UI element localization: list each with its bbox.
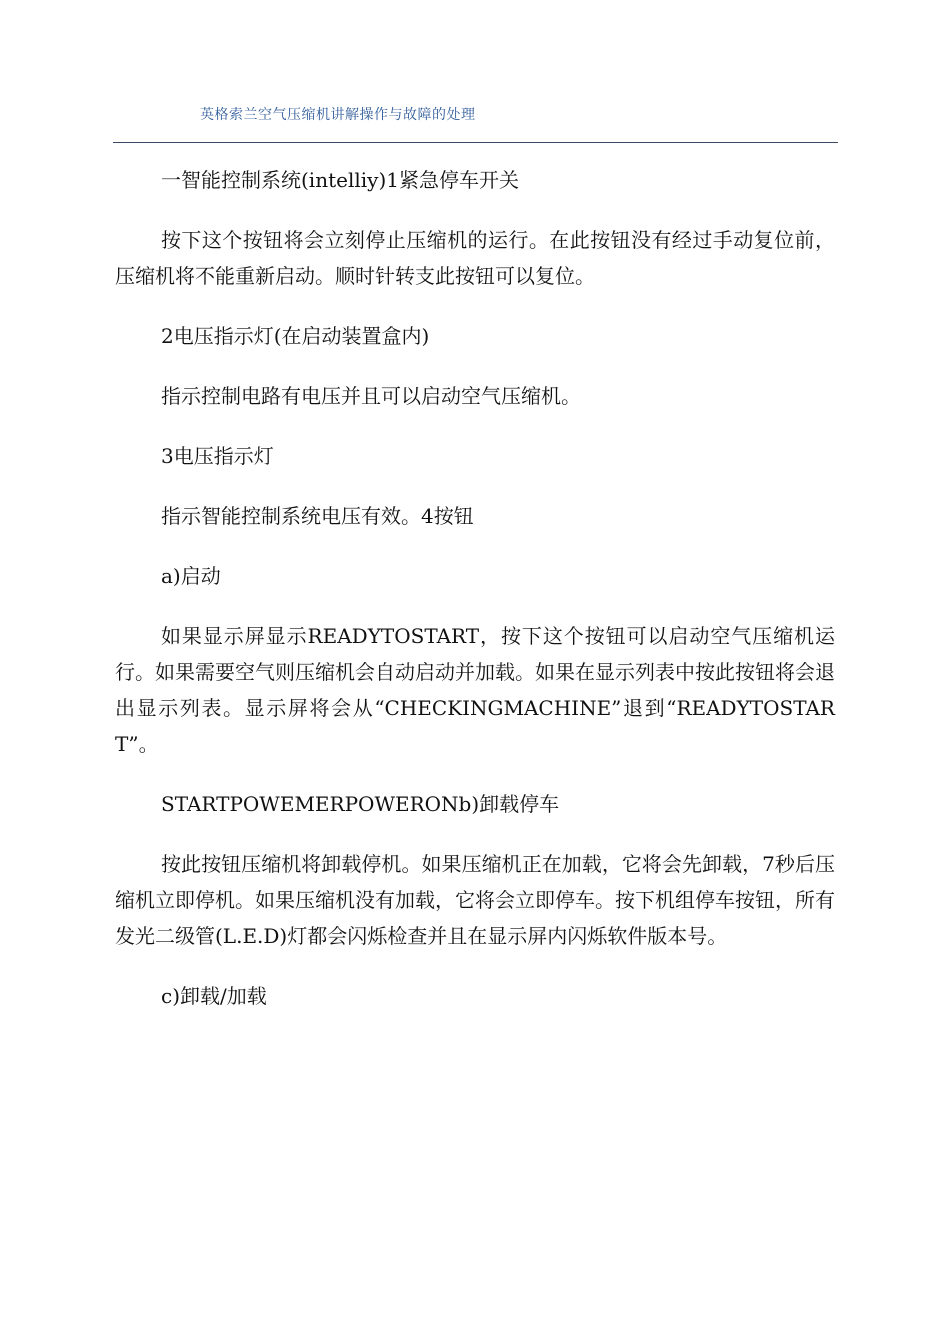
- paragraph-voltage-lamp-3-desc: 指示智能控制系统电压有效。4按钮: [161, 504, 474, 528]
- paragraph-emergency-stop-desc: 按下这个按钮将会立刻停止压缩机的运行。在此按钮没有经过手动复位前，压缩机将不能重新启动。顺时针转支此按钮可以复位。: [115, 228, 835, 288]
- paragraph-heading-emergency-stop: 一智能控制系统(intelliy)1紧急停车开关: [161, 168, 519, 192]
- paragraph-heading-unload-stop: STARTPOWEMERPOWERONb)卸载停车: [161, 792, 560, 816]
- paragraph-heading-start: a)启动: [161, 564, 221, 588]
- paragraph-start-desc: 如果显示屏显示READYTOSTART，按下这个按钮可以启动空气压缩机运行。如果需要空气则压缩机会自动启动并加载。如果在显示列表中按此按钮将会退出显示列表。显示屏将会从“CHECKINGMACHINE”退到“READYTOSTART”。: [115, 624, 835, 756]
- header-divider: [113, 142, 838, 143]
- paragraph-unload-stop-desc: 按此按钮压缩机将卸载停机。如果压缩机正在加载，它将会先卸载，7秒后压缩机立即停机。如果压缩机没有加载，它将会立即停车。按下机组停车按钮，所有发光二级管(L.E.D)灯都会闪烁检查并且在显示屏内闪烁软件版本号。: [115, 852, 835, 948]
- page-header-title: 英格索兰空气压缩机讲解操作与故障的处理: [200, 107, 476, 123]
- paragraph-heading-voltage-lamp-2: 2电压指示灯(在启动装置盒内): [161, 324, 430, 348]
- paragraph-voltage-lamp-2-desc: 指示控制电路有电压并且可以启动空气压缩机。: [161, 384, 581, 408]
- document-body: [115, 162, 835, 1038]
- paragraph-heading-voltage-lamp-3: 3电压指示灯: [161, 444, 274, 468]
- paragraph-heading-unload-load: c)卸载/加载: [161, 984, 267, 1008]
